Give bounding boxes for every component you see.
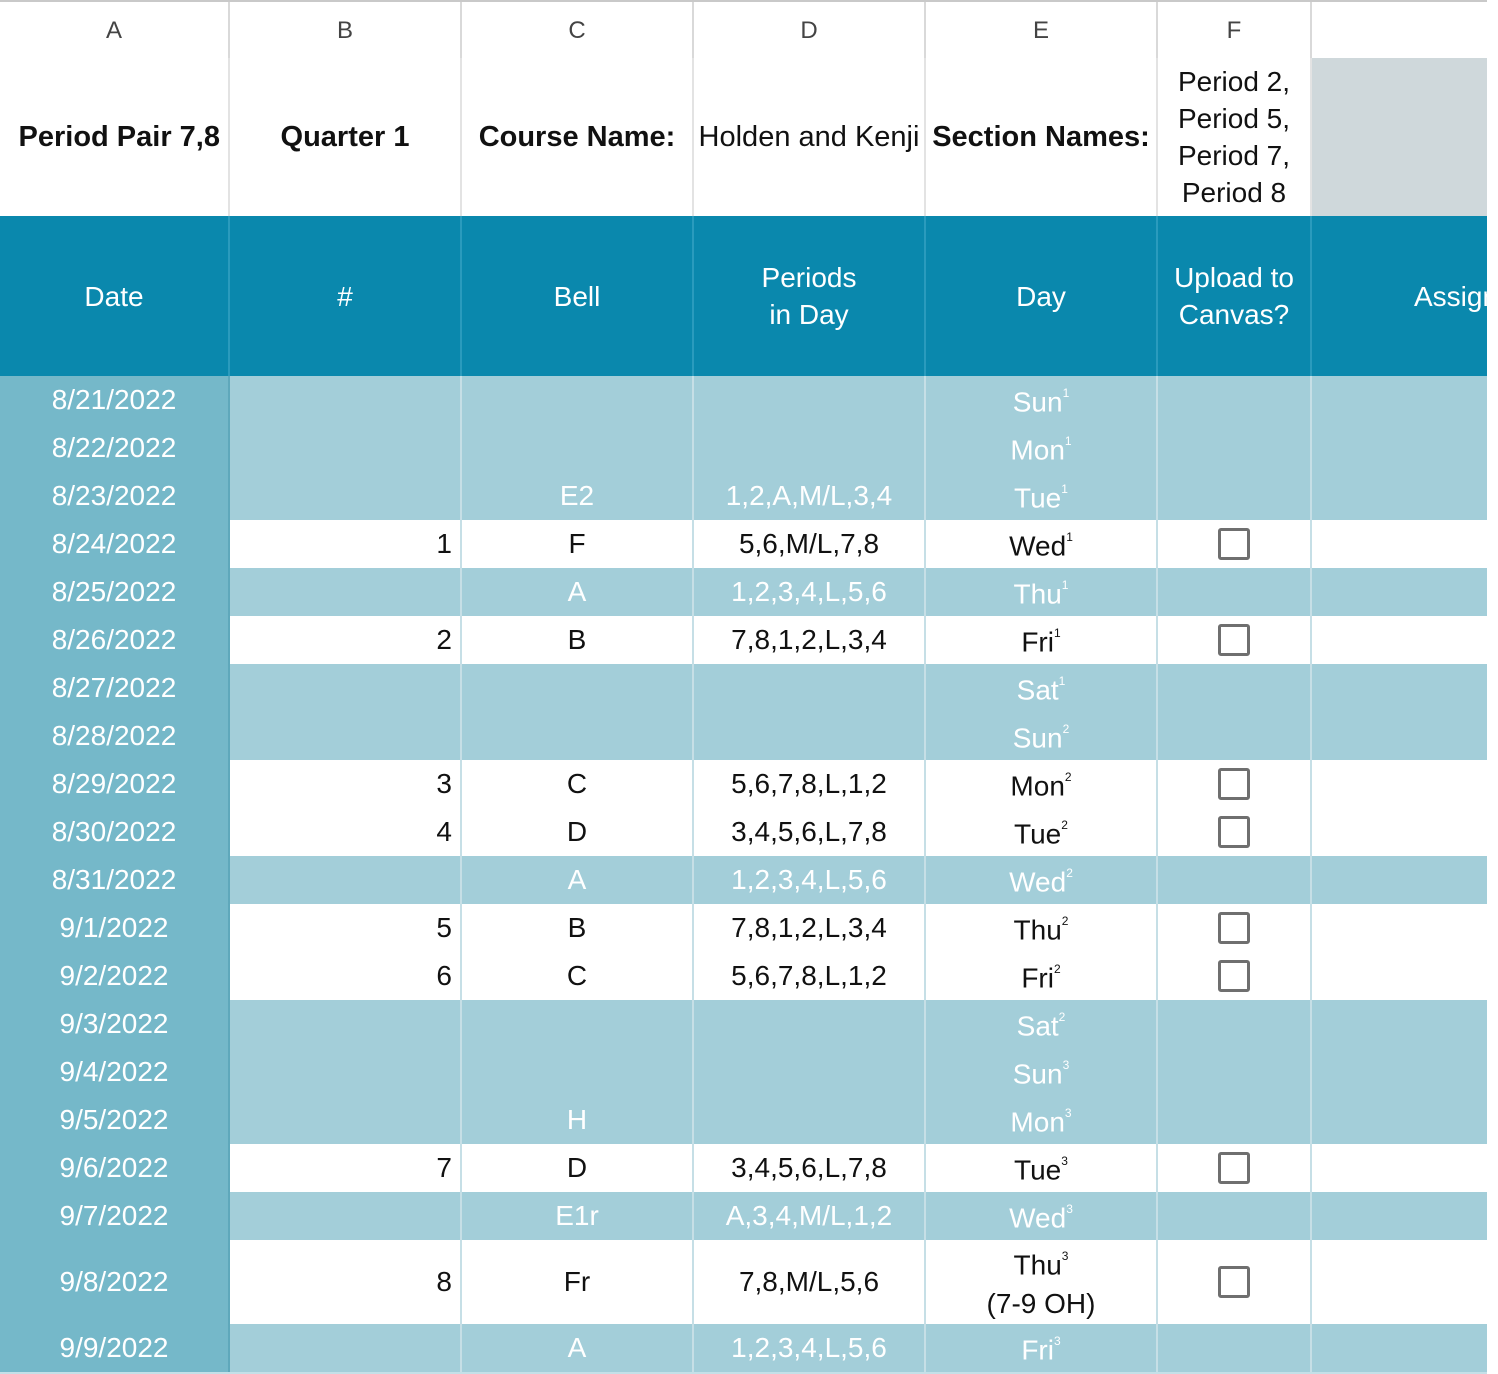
day-cell[interactable]: [926, 1000, 1158, 1048]
periods-cell[interactable]: 7,8,M/L,5,6: [694, 1240, 926, 1324]
week-number: 1: [1061, 482, 1068, 497]
week-number: 3: [1062, 1058, 1070, 1073]
day-name: Tue: [1014, 1154, 1062, 1186]
bell-cell[interactable]: Fr: [462, 1240, 694, 1324]
date-cell[interactable]: 9/8/2022: [0, 1240, 230, 1324]
periods-cell[interactable]: 1,2,A,M/L,3,4: [694, 472, 926, 520]
column-header-e[interactable]: E: [926, 2, 1158, 60]
date-cell[interactable]: 8/22/2022: [0, 424, 230, 472]
day-cell[interactable]: [926, 472, 1158, 520]
periods-cell[interactable]: A,3,4,M/L,1,2: [694, 1192, 926, 1240]
table-row: [0, 616, 1487, 666]
bell-cell[interactable]: D: [462, 808, 694, 856]
day-cell[interactable]: [926, 856, 1158, 904]
course-info-row: [0, 58, 1487, 216]
number-cell[interactable]: [230, 1000, 462, 1048]
day-name: Thu: [1013, 1249, 1062, 1281]
bell-cell[interactable]: A: [462, 856, 694, 904]
day-cell[interactable]: [926, 1144, 1158, 1192]
table-row: [0, 424, 1487, 474]
number-cell[interactable]: [230, 1324, 462, 1372]
column-header-row: [0, 0, 1487, 62]
day-cell[interactable]: [926, 520, 1158, 568]
column-header-d[interactable]: D: [694, 2, 926, 60]
periods-cell[interactable]: [694, 1048, 926, 1096]
week-number: 3: [1061, 1249, 1069, 1264]
table-row: [0, 808, 1487, 858]
day-cell[interactable]: [926, 616, 1158, 664]
day-label: [1013, 714, 1070, 757]
upload-cell[interactable]: [1158, 712, 1312, 760]
upload-cell[interactable]: [1158, 808, 1312, 856]
upload-checkbox[interactable]: [1218, 960, 1250, 992]
periods-cell[interactable]: [694, 1096, 926, 1144]
day-label: [1017, 666, 1066, 709]
date-cell[interactable]: 8/21/2022: [0, 376, 230, 424]
periods-cell[interactable]: 5,6,M/L,7,8: [694, 520, 926, 568]
day-name: Fri: [1021, 626, 1054, 658]
number-cell[interactable]: 2: [230, 616, 462, 664]
day-label: [1014, 810, 1068, 853]
section-line: Period 5,: [1177, 103, 1291, 134]
header-upload-line2: Canvas?: [1178, 299, 1290, 330]
date-cell[interactable]: 8/30/2022: [0, 808, 230, 856]
day-cell[interactable]: [926, 376, 1158, 424]
week-number: 2: [1061, 914, 1069, 929]
assignment-cell[interactable]: [1312, 1192, 1487, 1240]
assignment-cell[interactable]: [1312, 1000, 1487, 1048]
bell-cell[interactable]: [462, 664, 694, 712]
number-cell[interactable]: [230, 664, 462, 712]
header-periods-line2: in Day: [769, 299, 849, 330]
upload-cell[interactable]: [1158, 1144, 1312, 1192]
assignment-cell[interactable]: [1312, 760, 1487, 808]
bell-cell[interactable]: E2: [462, 472, 694, 520]
assignment-cell[interactable]: [1312, 1324, 1487, 1372]
table-row: [0, 1192, 1487, 1242]
day-label: [1017, 1002, 1066, 1045]
table-row: [0, 376, 1487, 426]
date-cell[interactable]: 9/4/2022: [0, 1048, 230, 1096]
date-cell[interactable]: 9/5/2022: [0, 1096, 230, 1144]
day-label: [1009, 858, 1073, 901]
assignment-cell[interactable]: [1312, 520, 1487, 568]
day-name: Mon: [1010, 770, 1065, 802]
assignment-cell[interactable]: [1312, 616, 1487, 664]
day-name: Sun: [1012, 1058, 1063, 1090]
day-cell[interactable]: [926, 568, 1158, 616]
assignment-cell[interactable]: [1312, 904, 1487, 952]
number-cell[interactable]: [230, 712, 462, 760]
periods-cell[interactable]: 1,2,3,4,L,5,6: [694, 568, 926, 616]
upload-cell[interactable]: [1158, 1048, 1312, 1096]
day-label: [1014, 906, 1069, 949]
bell-cell[interactable]: A: [462, 1324, 694, 1372]
column-header-a[interactable]: A: [0, 2, 230, 60]
date-cell[interactable]: 8/28/2022: [0, 712, 230, 760]
day-cell[interactable]: [926, 712, 1158, 760]
number-cell[interactable]: 7: [230, 1144, 462, 1192]
day-label: [1010, 762, 1071, 805]
day-label: [1009, 522, 1073, 565]
date-cell[interactable]: 9/7/2022: [0, 1192, 230, 1240]
assignment-cell[interactable]: [1312, 712, 1487, 760]
day-label: [1021, 618, 1060, 661]
table-row: [0, 1324, 1487, 1374]
table-row: [0, 712, 1487, 762]
table-row: [0, 1000, 1487, 1050]
table-row: [0, 1048, 1487, 1098]
upload-cell[interactable]: [1158, 952, 1312, 1000]
day-cell[interactable]: [926, 424, 1158, 472]
day-cell[interactable]: [926, 664, 1158, 712]
day-name: Thu: [1013, 578, 1062, 610]
upload-checkbox[interactable]: [1218, 768, 1250, 800]
periods-cell[interactable]: [694, 712, 926, 760]
number-cell[interactable]: [230, 472, 462, 520]
date-cell[interactable]: 9/9/2022: [0, 1324, 230, 1372]
bell-cell[interactable]: D: [462, 1144, 694, 1192]
periods-cell[interactable]: 7,8,1,2,L,3,4: [694, 616, 926, 664]
date-cell[interactable]: 9/6/2022: [0, 1144, 230, 1192]
table-header-row: [0, 216, 1498, 376]
assignment-cell[interactable]: [1312, 472, 1487, 520]
day-name: Tue: [1014, 818, 1062, 850]
number-cell[interactable]: 5: [230, 904, 462, 952]
table-row: [0, 1096, 1487, 1146]
week-number: 2: [1066, 866, 1073, 881]
column-header-b[interactable]: B: [230, 2, 462, 60]
date-cell[interactable]: 9/2/2022: [0, 952, 230, 1000]
header-periods-line1: Periods: [761, 262, 857, 293]
day-label: [1013, 1050, 1070, 1093]
periods-cell[interactable]: 3,4,5,6,L,7,8: [694, 1144, 926, 1192]
bell-cell[interactable]: A: [462, 568, 694, 616]
week-number: 2: [1053, 962, 1061, 977]
assignment-cell[interactable]: [1312, 376, 1487, 424]
periods-cell[interactable]: [694, 664, 926, 712]
upload-cell[interactable]: [1158, 664, 1312, 712]
header-assignment[interactable]: Assign: [1414, 280, 1498, 312]
table-row: [0, 1240, 1487, 1326]
column-header-f[interactable]: F: [1158, 2, 1312, 60]
number-cell[interactable]: [230, 1192, 462, 1240]
day-name: Wed: [1009, 530, 1067, 562]
table-row: [0, 760, 1487, 810]
assignment-cell[interactable]: [1312, 1096, 1487, 1144]
bell-cell[interactable]: [462, 376, 694, 424]
number-cell[interactable]: 4: [230, 808, 462, 856]
day-label: [1010, 426, 1071, 469]
upload-checkbox[interactable]: [1218, 912, 1250, 944]
date-cell[interactable]: 9/1/2022: [0, 904, 230, 952]
day-cell[interactable]: [926, 1096, 1158, 1144]
section-line: Period 7,: [1177, 140, 1291, 171]
upload-cell[interactable]: [1158, 856, 1312, 904]
week-number: 1: [1062, 386, 1070, 401]
periods-cell[interactable]: 3,4,5,6,L,7,8: [694, 808, 926, 856]
date-cell[interactable]: 8/27/2022: [0, 664, 230, 712]
day-label: [1014, 1241, 1069, 1284]
date-cell[interactable]: 8/24/2022: [0, 520, 230, 568]
table-row: [0, 1144, 1487, 1194]
bell-cell[interactable]: C: [462, 952, 694, 1000]
bell-cell[interactable]: C: [462, 760, 694, 808]
periods-cell[interactable]: 7,8,1,2,L,3,4: [694, 904, 926, 952]
day-name: Fri: [1021, 962, 1054, 994]
section-names-label[interactable]: Section Names:: [926, 58, 1158, 216]
section-line: Period 2,: [1177, 66, 1291, 97]
number-cell[interactable]: [230, 856, 462, 904]
day-cell[interactable]: [926, 904, 1158, 952]
upload-cell[interactable]: [1158, 424, 1312, 472]
bell-cell[interactable]: F: [462, 520, 694, 568]
periods-cell[interactable]: 5,6,7,8,L,1,2: [694, 952, 926, 1000]
number-cell[interactable]: 3: [230, 760, 462, 808]
section-line: Period 8: [1181, 177, 1287, 208]
week-number: 1: [1061, 578, 1069, 593]
bell-cell[interactable]: B: [462, 904, 694, 952]
upload-cell[interactable]: [1158, 616, 1312, 664]
bell-cell[interactable]: E1r: [462, 1192, 694, 1240]
upload-checkbox[interactable]: [1218, 624, 1250, 656]
assignment-cell[interactable]: [1312, 1144, 1487, 1192]
table-row: [0, 952, 1487, 1002]
week-number: 1: [1053, 626, 1061, 641]
week-number: 2: [1061, 818, 1068, 833]
week-number: 3: [1061, 1154, 1068, 1169]
number-cell[interactable]: [230, 1096, 462, 1144]
date-cell[interactable]: 8/26/2022: [0, 616, 230, 664]
day-cell[interactable]: [926, 1324, 1158, 1372]
info-gray-cell[interactable]: [1312, 58, 1487, 216]
header-upload-line1: Upload to: [1174, 262, 1294, 293]
upload-cell[interactable]: [1158, 376, 1312, 424]
assignment-cell[interactable]: [1312, 952, 1487, 1000]
day-label: [1021, 1326, 1060, 1369]
upload-cell[interactable]: [1158, 1096, 1312, 1144]
header-number[interactable]: #: [230, 216, 462, 376]
upload-cell[interactable]: [1158, 1192, 1312, 1240]
upload-checkbox[interactable]: [1218, 1266, 1250, 1298]
header-date[interactable]: Date: [0, 216, 230, 376]
section-names-value[interactable]: [1158, 58, 1312, 216]
week-number: 3: [1064, 1106, 1072, 1121]
day-name: Wed: [1009, 866, 1067, 898]
bell-cell[interactable]: [462, 1000, 694, 1048]
day-name: Sun: [1012, 722, 1063, 754]
day-cell[interactable]: [926, 1240, 1158, 1324]
assignment-cell[interactable]: [1312, 856, 1487, 904]
week-number: 1: [1058, 674, 1066, 689]
upload-cell[interactable]: [1158, 760, 1312, 808]
day-label: [1013, 378, 1070, 421]
table-row: [0, 472, 1487, 522]
day-note: (7-9 OH): [986, 1287, 1096, 1319]
periods-cell[interactable]: [694, 424, 926, 472]
number-cell[interactable]: [230, 424, 462, 472]
day-name: Mon: [1010, 1106, 1065, 1138]
day-name: Tue: [1014, 482, 1062, 514]
header-periods-in-day[interactable]: [694, 216, 926, 376]
upload-cell[interactable]: [1158, 1240, 1312, 1324]
day-name: Sat: [1016, 674, 1059, 706]
week-number: 1: [1064, 434, 1072, 449]
date-cell[interactable]: 8/29/2022: [0, 760, 230, 808]
period-pair-cell[interactable]: Period Pair 7,8: [0, 58, 230, 216]
table-row: [0, 568, 1487, 618]
week-number: 2: [1058, 1010, 1066, 1025]
day-label: [1010, 1098, 1071, 1141]
day-cell[interactable]: [926, 808, 1158, 856]
day-label: [1014, 1146, 1068, 1189]
day-label: [1021, 954, 1060, 997]
day-name: Thu: [1013, 914, 1062, 946]
upload-cell[interactable]: [1158, 568, 1312, 616]
week-number: 3: [1066, 1202, 1073, 1217]
header-upload-to-canvas[interactable]: [1158, 216, 1312, 376]
assignment-cell[interactable]: [1312, 568, 1487, 616]
assignment-cell[interactable]: [1312, 664, 1487, 712]
header-day[interactable]: Day: [926, 216, 1158, 376]
column-header-c[interactable]: C: [462, 2, 694, 60]
date-cell[interactable]: 8/23/2022: [0, 472, 230, 520]
date-cell[interactable]: 8/31/2022: [0, 856, 230, 904]
week-number: 2: [1064, 770, 1072, 785]
periods-cell[interactable]: 1,2,3,4,L,5,6: [694, 856, 926, 904]
bell-cell[interactable]: [462, 712, 694, 760]
week-number: 1: [1066, 530, 1073, 545]
assignment-cell[interactable]: [1312, 1240, 1487, 1324]
upload-cell[interactable]: [1158, 520, 1312, 568]
assignment-cell[interactable]: [1312, 808, 1487, 856]
number-cell[interactable]: 1: [230, 520, 462, 568]
header-bell[interactable]: Bell: [462, 216, 694, 376]
periods-cell[interactable]: [694, 1000, 926, 1048]
date-cell[interactable]: 8/25/2022: [0, 568, 230, 616]
course-name-label[interactable]: Course Name:: [462, 58, 694, 216]
day-name: Sun: [1012, 386, 1063, 418]
day-name: Sat: [1016, 1010, 1059, 1042]
day-name: Fri: [1021, 1334, 1054, 1366]
assignment-cell[interactable]: [1312, 424, 1487, 472]
table-row: [0, 856, 1487, 906]
day-label: [1014, 474, 1068, 517]
column-header-g[interactable]: [1312, 2, 1487, 60]
day-label: [1014, 570, 1069, 613]
number-cell[interactable]: 6: [230, 952, 462, 1000]
periods-cell[interactable]: [694, 376, 926, 424]
table-row: [0, 904, 1487, 954]
bell-cell[interactable]: B: [462, 616, 694, 664]
periods-cell[interactable]: 1,2,3,4,L,5,6: [694, 1324, 926, 1372]
assignment-cell[interactable]: [1312, 1048, 1487, 1096]
table-row: [0, 664, 1487, 714]
bell-cell[interactable]: [462, 1048, 694, 1096]
week-number: 3: [1053, 1334, 1061, 1349]
number-cell[interactable]: [230, 1048, 462, 1096]
upload-cell[interactable]: [1158, 1324, 1312, 1372]
day-cell[interactable]: [926, 1192, 1158, 1240]
bell-cell[interactable]: [462, 424, 694, 472]
table-row: [0, 520, 1487, 570]
upload-checkbox[interactable]: [1218, 816, 1250, 848]
upload-cell[interactable]: [1158, 1000, 1312, 1048]
periods-cell[interactable]: 5,6,7,8,L,1,2: [694, 760, 926, 808]
week-number: 2: [1062, 722, 1070, 737]
day-name: Wed: [1009, 1202, 1067, 1234]
day-label: [1009, 1194, 1073, 1237]
day-cell[interactable]: [926, 760, 1158, 808]
bell-cell[interactable]: H: [462, 1096, 694, 1144]
course-name-value[interactable]: Holden and Kenji: [694, 58, 926, 216]
day-cell[interactable]: [926, 952, 1158, 1000]
upload-cell[interactable]: [1158, 472, 1312, 520]
date-cell[interactable]: 9/3/2022: [0, 1000, 230, 1048]
day-cell[interactable]: [926, 1048, 1158, 1096]
day-name: Mon: [1010, 434, 1065, 466]
number-cell[interactable]: [230, 376, 462, 424]
upload-cell[interactable]: [1158, 904, 1312, 952]
number-cell[interactable]: [230, 568, 462, 616]
upload-checkbox[interactable]: [1218, 1152, 1250, 1184]
quarter-cell[interactable]: Quarter 1: [230, 58, 462, 216]
upload-checkbox[interactable]: [1218, 528, 1250, 560]
number-cell[interactable]: 8: [230, 1240, 462, 1324]
